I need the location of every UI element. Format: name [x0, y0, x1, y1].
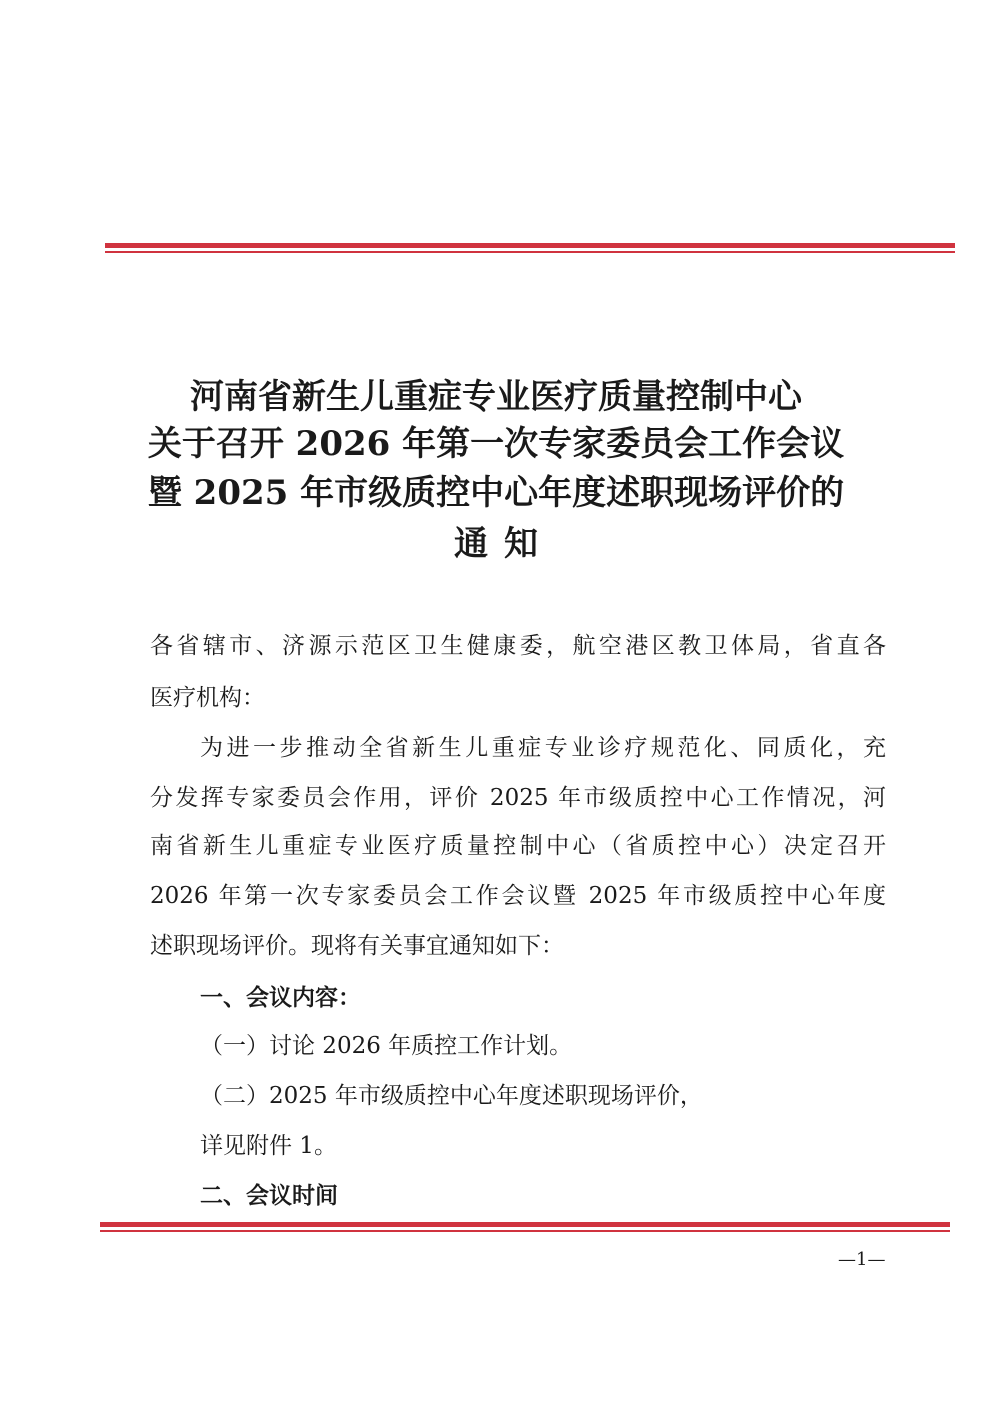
page-number: —1—: [838, 1249, 886, 1270]
paragraph-1-line-1: 为进一步推动全省新生儿重症专业诊疗规范化、同质化，充: [200, 735, 886, 761]
header-red-rule: [105, 243, 955, 253]
paragraph-1-line-2: 分发挥专家委员会作用，评价 2025 年市级质控中心工作情况，河: [150, 785, 886, 811]
addressee-line-2: 医疗机构：: [150, 685, 265, 711]
section-2-heading: 二、会议时间: [200, 1182, 338, 1209]
document-title-line-4: 通知: [454, 524, 554, 564]
list-item-2-continued: 详见附件 1。: [200, 1133, 337, 1159]
document-title-line-3: 暨 2025 年市级质控中心年度述职现场评价的: [147, 473, 845, 513]
footer-red-rule: [100, 1222, 950, 1232]
addressee-line-1: 各省辖市、济源示范区卫生健康委，航空港区教卫体局，省直各: [150, 633, 886, 659]
section-1-heading: 一、会议内容：: [200, 984, 361, 1011]
document-title-line-2: 关于召开 2026 年第一次专家委员会工作会议: [147, 424, 845, 464]
list-item-2: （二）2025 年市级质控中心年度述职现场评价，: [200, 1083, 703, 1109]
list-item-1: （一）讨论 2026 年质控工作计划。: [200, 1033, 573, 1059]
paragraph-1-line-4: 2026 年第一次专家委员会工作会议暨 2025 年市级质控中心年度: [150, 883, 886, 909]
paragraph-1-line-3: 南省新生儿重症专业医疗质量控制中心（省质控中心）决定召开: [150, 833, 886, 859]
document-title-line-1: 河南省新生儿重症专业医疗质量控制中心: [190, 377, 802, 417]
paragraph-1-line-5: 述职现场评价。现将有关事宜通知如下：: [150, 933, 564, 959]
